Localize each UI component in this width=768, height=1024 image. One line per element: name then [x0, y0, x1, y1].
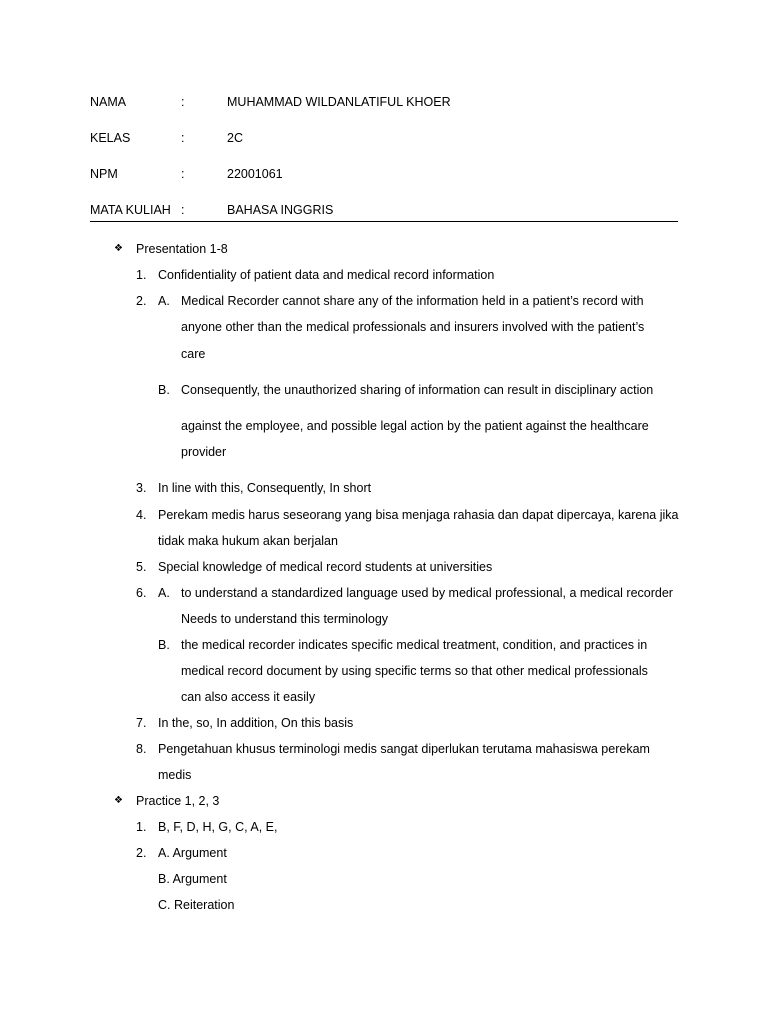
- list-item: Perekam medis harus seseorang yang bisa menjaga rahasia dan dapat dipercaya, karena jika: [158, 508, 679, 522]
- diamond-bullet-icon: ❖: [114, 243, 123, 254]
- list-item: B, F, D, H, G, C, A, E,: [158, 820, 278, 834]
- npm-label: NPM: [90, 167, 118, 181]
- mata-kuliah-value: BAHASA INGGRIS: [227, 203, 334, 217]
- list-item: tidak maka hukum akan berjalan: [158, 534, 338, 548]
- list-item: medical record document by using specific terms so that other medical professionals: [181, 664, 648, 678]
- kelas-label: KELAS: [90, 131, 131, 145]
- item-number: 2.: [136, 846, 147, 860]
- list-item: Special knowledge of medical record students at universities: [158, 560, 493, 574]
- item-number: 5.: [136, 560, 147, 574]
- item-number: 3.: [136, 481, 147, 495]
- item-number: 2.: [136, 294, 147, 308]
- presentation-heading: Presentation 1-8: [136, 242, 228, 256]
- list-item: provider: [181, 445, 227, 459]
- sub-item-letter: A.: [158, 294, 170, 308]
- item-number: 8.: [136, 742, 147, 756]
- sub-item-letter: A.: [158, 586, 170, 600]
- list-item: B. Argument: [158, 872, 227, 886]
- npm-separator: :: [181, 167, 185, 181]
- mata-kuliah-label: MATA KULIAH: [90, 203, 171, 217]
- list-item: In line with this, Consequently, In short: [158, 481, 372, 495]
- list-item: In the, so, In addition, On this basis: [158, 716, 354, 730]
- kelas-value: 2C: [227, 131, 243, 145]
- diamond-bullet-icon: ❖: [114, 795, 123, 806]
- list-item: Confidentiality of patient data and medical record information: [158, 268, 495, 282]
- item-number: 4.: [136, 508, 147, 522]
- list-item: can also access it easily: [181, 690, 316, 704]
- sub-item-letter: B.: [158, 383, 170, 397]
- list-item: Medical Recorder cannot share any of the information held in a patient’s record with: [181, 294, 644, 308]
- list-item: care: [181, 347, 206, 361]
- mata-kuliah-separator: :: [181, 203, 185, 217]
- npm-value: 22001061: [227, 167, 283, 181]
- sub-item-letter: B.: [158, 638, 170, 652]
- item-number: 6.: [136, 586, 147, 600]
- item-number: 1.: [136, 820, 147, 834]
- list-item: C. Reiteration: [158, 898, 235, 912]
- list-item: anyone other than the medical professionals and insurers involved with the patient’s: [181, 320, 645, 334]
- list-item: medis: [158, 768, 192, 782]
- nama-separator: :: [181, 95, 185, 109]
- practice-heading: Practice 1, 2, 3: [136, 794, 220, 808]
- list-item: A. Argument: [158, 846, 227, 860]
- nama-label: NAMA: [90, 95, 127, 109]
- list-item: against the employee, and possible legal action by the patient against the healthcare: [181, 419, 649, 433]
- list-item: Pengetahuan khusus terminologi medis sangat diperlukan terutama mahasiswa perekam: [158, 742, 650, 756]
- list-item: to understand a standardized language used by medical professional, a medical recorder: [181, 586, 673, 600]
- list-item: Needs to understand this terminology: [181, 612, 389, 626]
- header-divider: [90, 221, 678, 222]
- kelas-separator: :: [181, 131, 185, 145]
- item-number: 7.: [136, 716, 147, 730]
- list-item: Consequently, the unauthorized sharing of information can result in disciplinary action: [181, 383, 654, 397]
- item-number: 1.: [136, 268, 147, 282]
- nama-value: MUHAMMAD WILDANLATIFUL KHOER: [227, 95, 451, 109]
- list-item: the medical recorder indicates specific medical treatment, condition, and practices in: [181, 638, 648, 652]
